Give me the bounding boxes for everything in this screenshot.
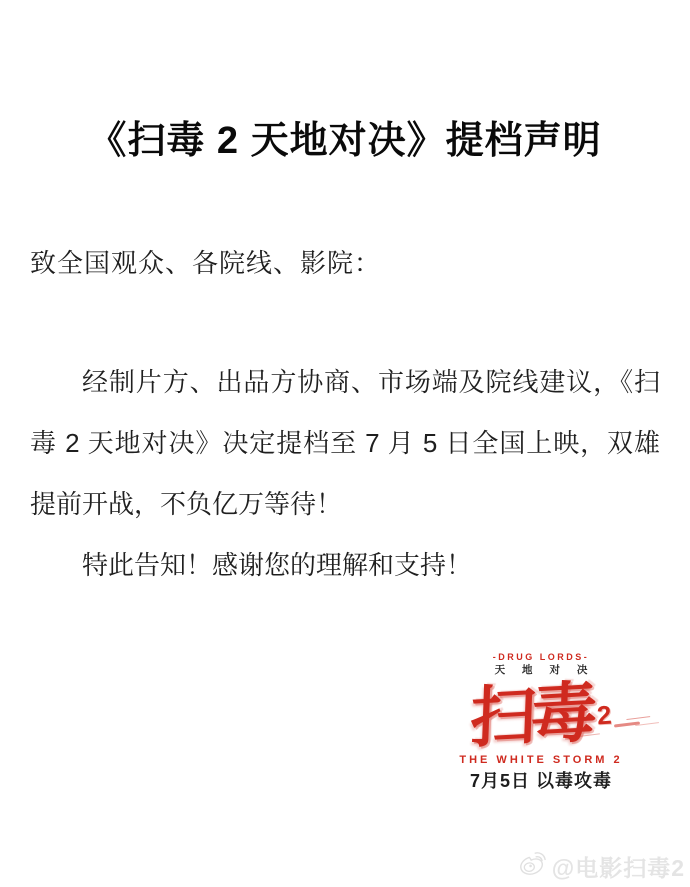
body-line-4: 特此告知！感谢您的理解和支持！ (82, 550, 473, 580)
logo-sequel-number: 2 (596, 699, 613, 731)
logo-tagline-english: -DRUG LORDS- (492, 652, 590, 662)
logo-calligraphy (446, 674, 636, 756)
body-line-3: 提前开战，不负亿万等待！ (30, 489, 343, 519)
logo-tagline-chinese: 天 地 对 决 (494, 664, 595, 676)
watermark-handle: @电影扫毒2 (551, 854, 685, 881)
logo-release-date-line: 7月5日 以毒攻毒 (469, 771, 613, 791)
body-line-1: 经制片方、出品方协商、市场端及院线建议，《扫 (82, 367, 660, 397)
salutation-line: 致全国观众、各院线、影院： (30, 248, 382, 278)
weibo-icon (515, 847, 551, 885)
page-title: 《扫毒 2 天地对决》提档声明 (88, 120, 602, 162)
letter-body (30, 352, 660, 596)
watermark (517, 849, 685, 883)
body-line-2: 毒 2 天地对决》决定提档至 7 月 5 日全国上映，双雄 (30, 428, 660, 458)
brush-splatter-decoration (614, 721, 640, 727)
logo-title-chinese: 扫毒 (469, 674, 594, 756)
movie-logo (446, 652, 636, 791)
logo-title-english: THE WHITE STORM 2 (459, 754, 623, 766)
